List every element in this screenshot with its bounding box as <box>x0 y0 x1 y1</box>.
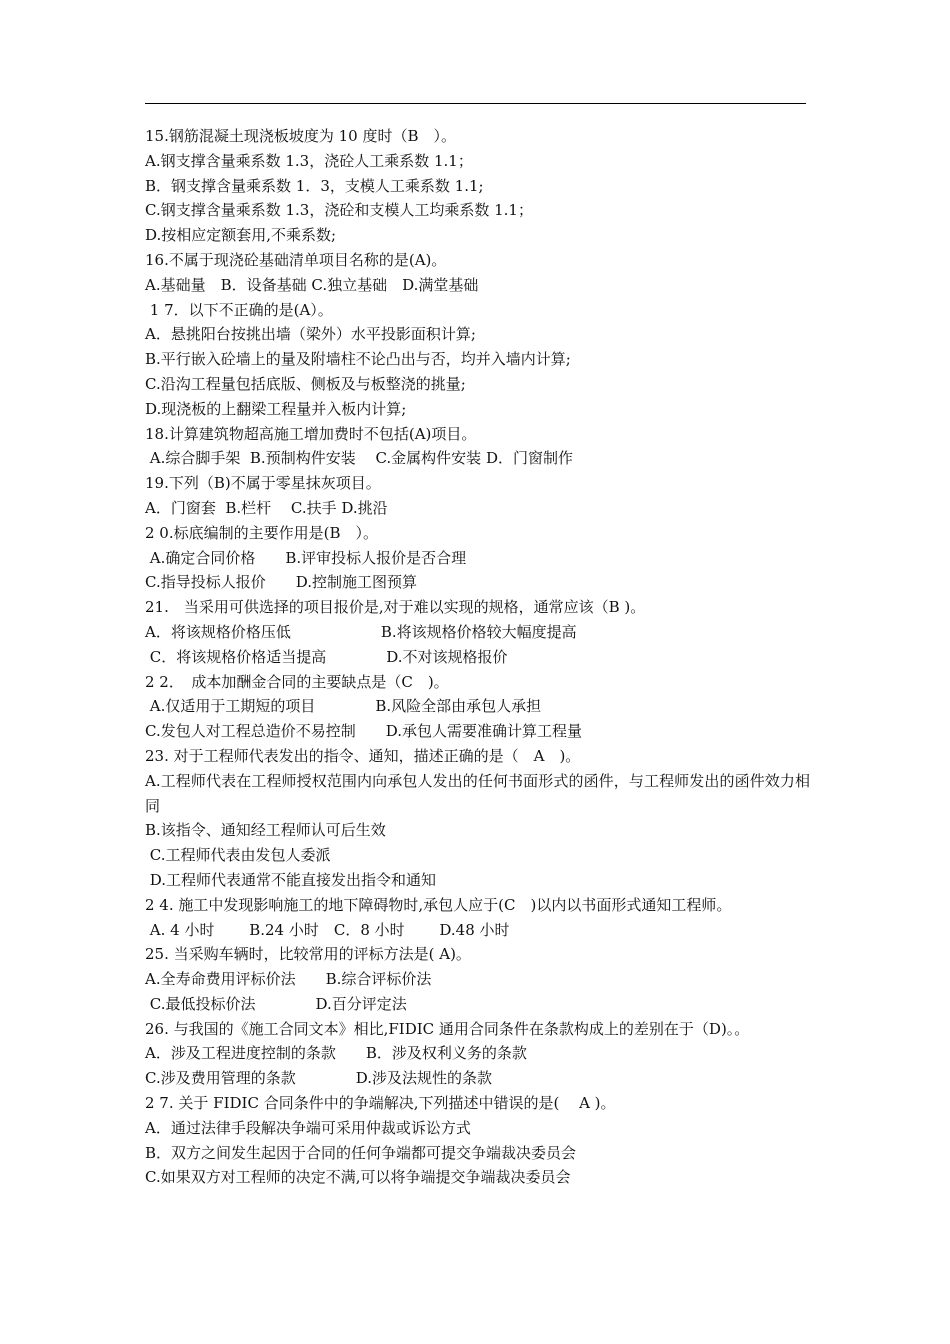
q20-options-cd: C.指导投标人报价 D.控制施工图预算 <box>145 573 417 592</box>
q15-option-b: B．钢支撑含量乘系数 1．3，支模人工乘系数 1.1; <box>145 176 484 195</box>
q23-option-a: A.工程师代表在工程师授权范围内向承包人发出的任何书面形式的函件，与工程师发出的函件效力相同 <box>145 771 810 815</box>
q27-option-b: B．双方之间发生起因于合同的任何争端都可提交争端裁决委员会 <box>145 1143 577 1162</box>
q23-option-b: B.该指令、通知经工程师认可后生效 <box>145 821 386 840</box>
q22-options-ab: A.仅适用于工期短的项目 B.风险全部由承包人承担 <box>145 697 542 716</box>
q22-options-cd: C.发包人对工程总造价不易控制 D.承包人需要准确计算工程量 <box>145 722 582 741</box>
header-rule <box>145 103 806 104</box>
q23-option-c: C.工程师代表由发包人委派 <box>145 846 331 865</box>
q20-options-ab: A.确定合同价格 B.评审投标人报价是否合理 <box>145 548 467 567</box>
q27-option-a: A．通过法律手段解决争端可采用仲裁或诉讼方式 <box>145 1118 471 1137</box>
q20-stem: 2 0.标底编制的主要作用是(B ）。 <box>145 523 378 542</box>
q16-stem: 16.不属于现浇砼基础清单项目名称的是(A)。 <box>145 250 447 269</box>
q27-option-c: C.如果双方对工程师的决定不满,可以将争端提交争端裁决委员会 <box>145 1168 571 1187</box>
q24-options: A. 4 小时 B.24 小时 C．8 小时 D.48 小时 <box>145 920 510 939</box>
q18-options: A.综合脚手架 B.预制构件安装 C.金属构件安装 D．门窗制作 <box>145 449 573 468</box>
q21-options-ab: A．将该规格价格压低 B.将该规格价格较大幅度提高 <box>145 622 577 641</box>
q21-options-cd: C．将该规格价格适当提高 D.不对该规格报价 <box>145 647 508 666</box>
q15-option-c: C.钢支撑含量乘系数 1.3，浇砼和支模人工均乘系数 1.1； <box>145 201 533 220</box>
q15-option-d: D.按相应定额套用,不乘系数; <box>145 226 337 245</box>
q25-stem: 25. 当采购车辆时，比较常用的评标方法是( A)。 <box>145 945 471 964</box>
q17-option-a: A．悬挑阳台按挑出墙（梁外）水平投影面积计算; <box>145 325 476 344</box>
q23-stem: 23. 对于工程师代表发出的指令、通知，描述正确的是（ A )。 <box>145 746 581 765</box>
q23-option-d: D.工程师代表通常不能直接发出指令和通知 <box>145 870 437 889</box>
q26-options-cd: C.涉及费用管理的条款 D.涉及法规性的条款 <box>145 1069 492 1088</box>
q26-stem: 26. 与我国的《施工合同文本》相比,FIDIC 通用合同条件在条款构成上的差别在于（D)。。 <box>145 1019 750 1038</box>
q18-stem: 18.计算建筑物超高施工增加费时不包括(A)项目。 <box>145 424 477 443</box>
q24-stem: 2 4. 施工中发现影响施工的地下障碍物时,承包人应于(C )以内以书面形式通知工程师。 <box>145 895 732 914</box>
q17-option-c: C.沿沟工程量包括底版、侧板及与板整浇的挑量; <box>145 374 466 393</box>
q17-option-b: B.平行嵌入砼墙上的量及附墙柱不论凸出与否，均并入墙内计算; <box>145 350 571 369</box>
q19-stem: 19.下列（B)不属于零星抹灰项目。 <box>145 474 381 493</box>
q27-stem: 2 7. 关于 FIDIC 合同条件中的争端解决,下列描述中错误的是( A )。 <box>145 1094 616 1113</box>
q19-options: A．门窗套 B.栏杆 C.扶手 D.挑沿 <box>145 498 388 517</box>
q17-option-d: D.现浇板的上翻梁工程量并入板内计算; <box>145 399 407 418</box>
q25-options-ab: A.全寿命费用评标价法 B.综合评标价法 <box>145 970 432 989</box>
q21-stem: 21. 当采用可供选择的项目报价是,对于难以实现的规格，通常应该（B )。 <box>145 598 646 617</box>
q15-option-a: A.钢支撑含量乘系数 1.3，浇砼人工乘系数 1.1； <box>145 151 473 170</box>
q26-options-ab: A．涉及工程进度控制的条款 B．涉及权利义务的条款 <box>145 1044 527 1063</box>
q16-options: A.基础量 B．设备基础 C.独立基础 D.满堂基础 <box>145 275 479 294</box>
q15-stem: 15.钢筋混凝土现浇板坡度为 10 度时（B ）。 <box>145 127 457 145</box>
q25-options-cd: C.最低投标价法 D.百分评定法 <box>145 994 407 1013</box>
question-list <box>145 124 810 1190</box>
q17-stem: 1 7．以下不正确的是(A）。 <box>145 300 333 319</box>
q22-stem: 2 2． 成本加酬金合同的主要缺点是（C )。 <box>145 672 449 691</box>
